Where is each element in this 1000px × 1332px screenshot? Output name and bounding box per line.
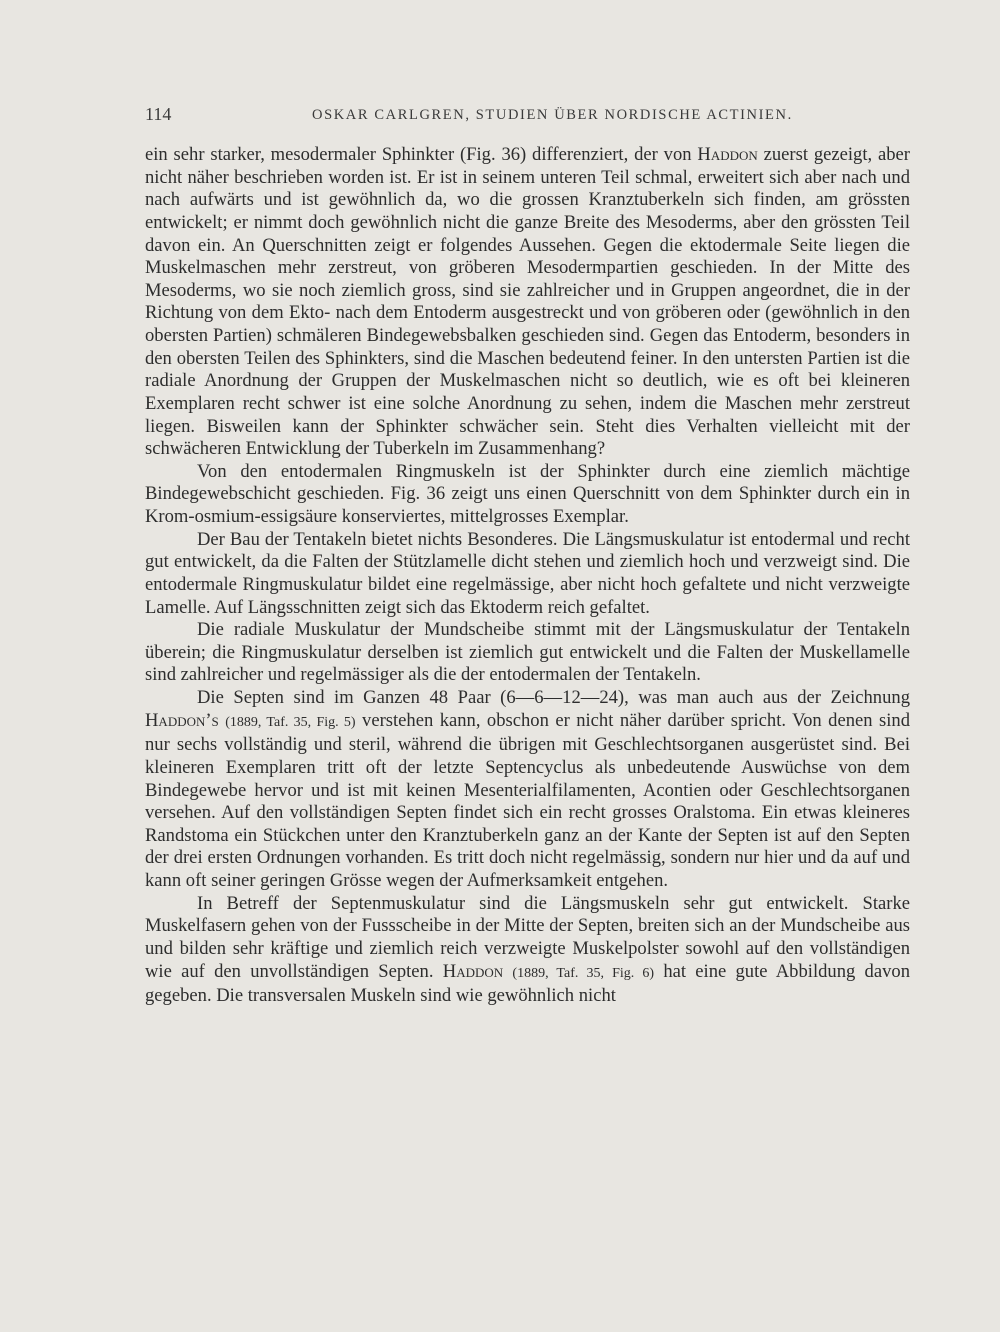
paragraph-5-start: Die Septen sind im Ganzen 48 Paar (6—6—12—24), was man auch aus der Zeichnung bbox=[197, 687, 910, 708]
author-name: Haddon’s bbox=[145, 709, 219, 731]
paragraph-1-start: ein sehr starker, mesodermaler Sphinkter (Fig. 36) differenziert, der von bbox=[145, 144, 692, 165]
paragraph-4: Die radiale Muskulatur der Mundscheibe stimmt mit der Längsmuskulatur der Tentakeln überein; die Ringmuskulatur derselben ist ziemlich gut entwickelt und die Falten der Muskellamelle sind zahlreicher und regelmässiger als die der entodermalen der Tentakeln. bbox=[145, 619, 910, 686]
page-header bbox=[145, 104, 915, 128]
paragraph-6-start: In Betreff der Septenmuskulatur sind die Längsmuskeln sehr gut entwickelt. Starke Muskelfasern gehen von der Fussscheibe in der Mitte der Septen, breiten sich an der Mundscheibe aus und bilden sehr kräftige und ziemlich reich verzweigte Muskelpolster sowohl auf den vollständigen wie auf den unvollständigen Septen. bbox=[145, 892, 910, 982]
author-name: Haddon bbox=[442, 960, 504, 982]
paragraph-3: Der Bau der Tentakeln bietet nichts Besonderes. Die Längsmuskulatur ist entodermal und recht gut entwickelt, da die Falten der Stützlamelle dicht stehen und ziemlich hoch und verzweigt sind. Die entodermale Ringmuskulatur bildet eine regelmässige, aber nicht hoch gefaltete und nicht verzweigte Lamelle. Auf Längsschnitten zeigt sich das Ektoderm reich gefaltet. bbox=[145, 528, 910, 618]
paragraph-5 bbox=[145, 687, 910, 893]
author-name: Haddon bbox=[697, 144, 758, 165]
paragraph-1 bbox=[145, 144, 910, 461]
body-text bbox=[145, 144, 910, 1008]
page-number: 114 bbox=[145, 104, 172, 124]
paragraph-1-rest: zuerst gezeigt, aber nicht näher beschrieben worden ist. Er ist in seinem unteren Teil schmal, erweitert sich aber nach und nach aufwärts und ist gewöhnlich da, wo die grossen Kranztuberkeln sich finden, am grössten entwickelt; er nimmt doch gewöhnlich nicht die ganze Breite des Mesoderms, aber den grössten Teil davon ein. An Querschnitten zeigt er folgendes Aussehen. Gegen die ektodermale Seite liegen die Muskelmaschen mehr zerstreut, von gröberen Mesodermpartien geschieden. In der Mitte des Mesoderms, wo sie noch ziemlich gross, sind sie zahlreicher und in Gruppen angeordnet, die in der Richtung von dem Ekto- nach dem Entoderm ausgestreckt und von gröberen oder (gewöhnlich in den obersten Partien) schmäleren Bindegewebsbalken geschieden sind. Gegen das Entoderm, besonders in den obersten Teilen des Sphinkters, sind die Maschen bedeutend feiner. In den untersten Partien ist die radiale Anordnung der Gruppen der Muskelmaschen nicht so deutlich, wie es oft bei kleineren Exemplaren recht schwer ist eine solche Anordnung zu sehen, indem die Maschen mehr zerstreut liegen. Bisweilen kann der Sphinkter schwächer sein. Steht dies Verhalten vielleicht mit der schwächeren Entwicklung der Tuberkeln im Zusammenhang? bbox=[145, 144, 910, 460]
running-title: OSKAR CARLGREN, STUDIEN ÜBER NORDISCHE ACTINIEN. bbox=[312, 107, 793, 123]
paragraph-6 bbox=[145, 893, 910, 1008]
paragraph-5-rest: verstehen kann, obschon er nicht näher darüber spricht. Von denen sind nur sechs vollständig und steril, während die übrigen mit Geschlechtsorganen ausgerüstet sind. Bei kleineren Exemplaren tritt oft der letzte Septencyclus als unbedeutende Auswüchse von dem Bindegewebe hervor und ist mit keinen Mesenterialfilamenten, Acontien oder Geschlechtsorganen versehen. Auf den vollständigen Septen findet sich ein recht grosses Oralstoma. Ein etwas kleineres Randstoma ein Stückchen unter den Kranztuberkeln ganz an der Kante der Septen ist auf den Septen der drei ersten Ordnungen vorhanden. Es tritt doch nicht regelmässig, sondern nur hier und da auf und kann oft seiner geringen Grösse wegen der Aufmerksamkeit entgehen. bbox=[145, 709, 910, 891]
citation: (1889, Taf. 35, Fig. 6) bbox=[512, 965, 655, 981]
citation: (1889, Taf. 35, Fig. 5) bbox=[225, 714, 356, 730]
paragraph-6-rest: hat eine gute Abbildung davon gegeben. Die transversalen Muskeln sind wie gewöhnlich nicht bbox=[145, 960, 910, 1007]
paragraph-2: Von den entodermalen Ringmuskeln ist der Sphinkter durch eine ziemlich mächtige Bindegewebschicht geschieden. Fig. 36 zeigt uns einen Querschnitt von dem Sphinkter durch ein in Krom-osmium-essigsäure konserviertes, mittelgrosses Exemplar. bbox=[145, 460, 910, 527]
